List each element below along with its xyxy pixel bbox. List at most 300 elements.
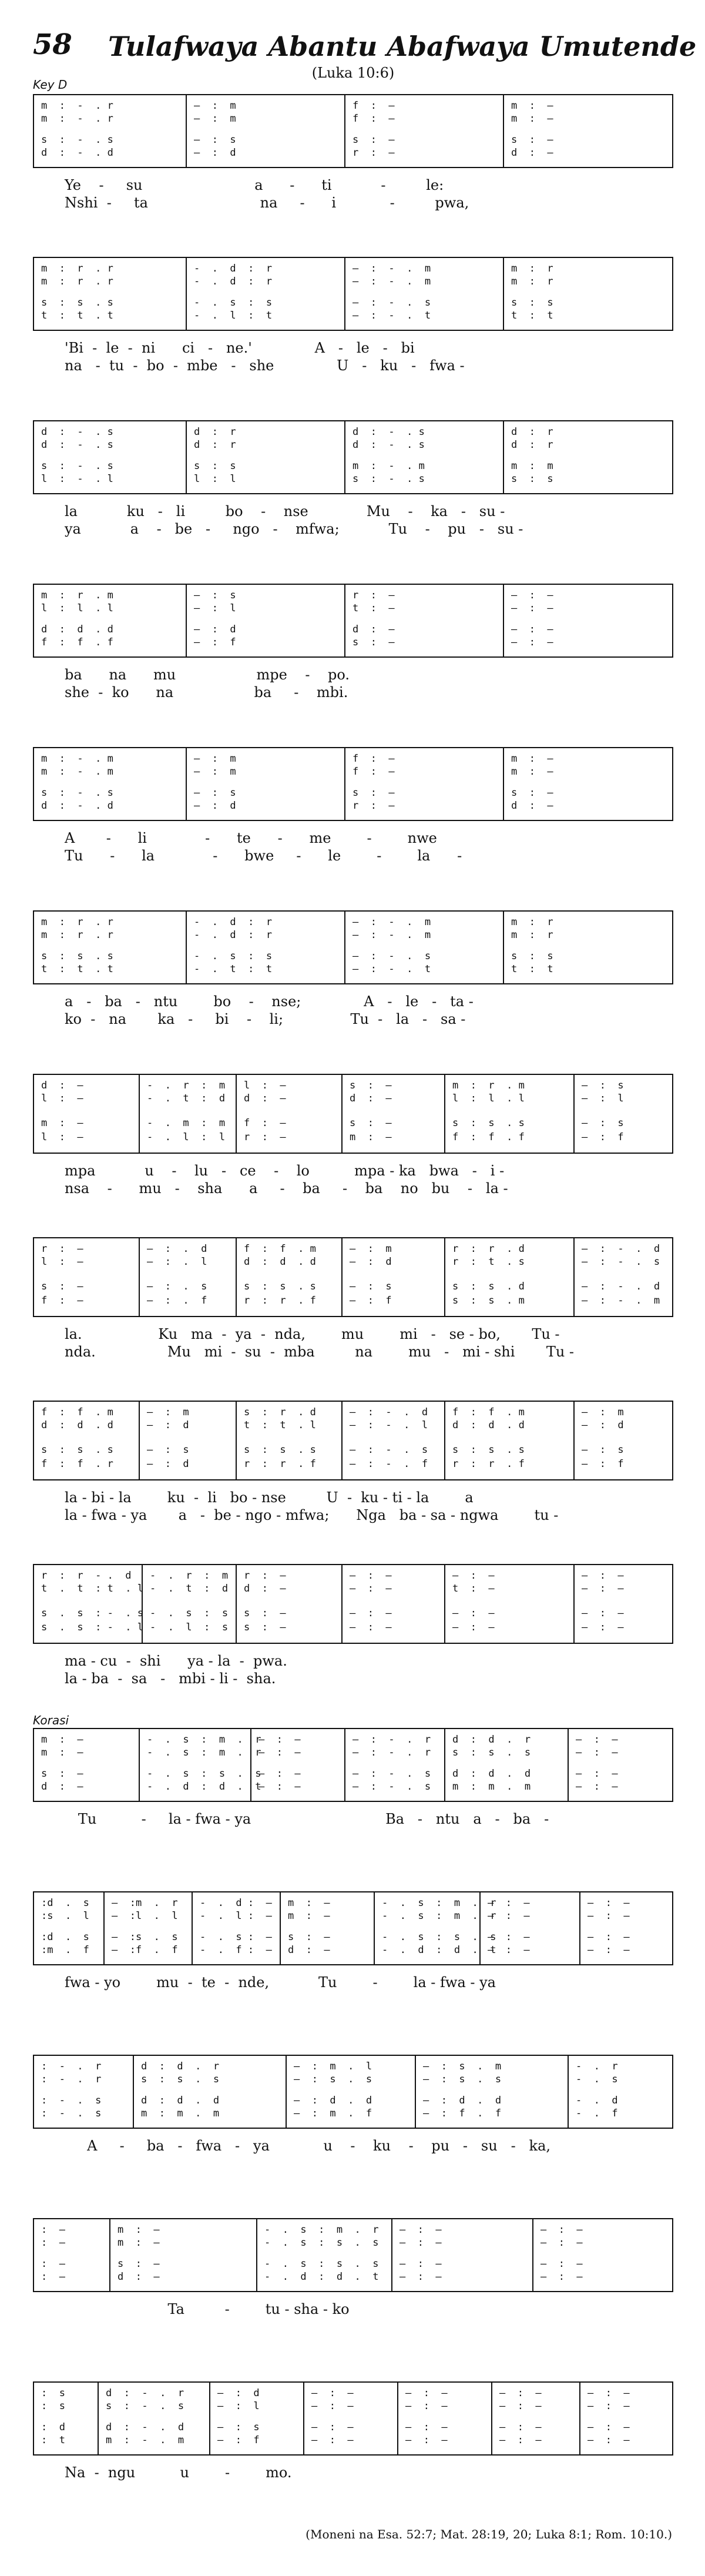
key-signature: Key D <box>33 78 68 92</box>
lyrics-block <box>33 1489 673 1524</box>
solfa-notes: - . s : — <box>200 1931 272 1943</box>
footnote-references: (Moneni na Esa. 52:7; Mat. 28:19, 20; Luka 8:1; Rom. 10:10.) <box>306 2527 672 2541</box>
solfa-notes: — : - . s <box>352 1781 431 1793</box>
solfa-notes: s : — <box>352 787 395 799</box>
solfa-notes: d : — <box>352 624 395 635</box>
solfa-notes: — : — <box>258 1781 301 1793</box>
lyric-line: ya a - be - ngo - mfwa; Tu - pu - su - <box>65 521 523 537</box>
solfa-notes: — : — <box>511 624 553 635</box>
solfa-notes: - . s : m . r <box>147 1734 261 1746</box>
measure <box>187 258 345 330</box>
solfa-notes: s : s . s <box>244 1444 316 1456</box>
measure <box>575 1238 674 1316</box>
hymn-number: 58 <box>33 28 72 61</box>
solfa-notes: — : — <box>350 1607 392 1619</box>
solfa-notes: s . s : - . l <box>41 1622 143 1633</box>
hymn-header <box>33 28 697 87</box>
measure <box>504 258 674 330</box>
measure <box>504 421 674 493</box>
solfa-notes: — : s . m <box>423 2061 502 2072</box>
solfa-notes: — : - . m <box>582 1295 660 1307</box>
solfa-notes: : - . r <box>41 2073 102 2085</box>
measure <box>105 1892 193 1964</box>
solfa-notes: — : l <box>582 1093 624 1104</box>
lyrics-block <box>33 2464 673 2481</box>
chorus-label: Korasi <box>33 1713 69 1727</box>
measure <box>445 1402 575 1479</box>
solfa-notes: m : — <box>41 1734 83 1746</box>
solfa-notes: s : s . d <box>452 1281 525 1292</box>
solfa-notes: — : - . l <box>350 1419 428 1431</box>
solfa-notes: — : — <box>258 1768 301 1780</box>
solfa-notes: r : r . f <box>244 1458 316 1470</box>
hymn-title: Tulafwaya Abantu Abafwaya Umutende <box>108 31 697 62</box>
solfa-notes: - . d : d . t <box>382 1944 496 1956</box>
solfa-notes: — : — <box>499 2421 542 2433</box>
solfa-notes: s : — <box>41 1281 83 1292</box>
lyric-line: Tu - la - fwa - ya Ba - ntu a - ba - <box>65 1811 549 1827</box>
solfa-notes: — : — <box>582 1622 624 1633</box>
solfa-notes: — : m <box>147 1406 189 1418</box>
solfa-notes: — : — <box>576 1734 618 1746</box>
solfa-notes: d : - . d <box>106 2421 184 2433</box>
lyric-line: na - tu - bo - mbe - she U - ku - fwa - <box>65 357 465 374</box>
solfa-notes: — : f <box>217 2434 260 2446</box>
lyrics-block <box>33 176 673 212</box>
solfa-notes: — : d <box>194 800 236 812</box>
solfa-notes: — : — <box>511 589 553 601</box>
solfa-notes: :s . l <box>41 1910 89 1922</box>
solfa-notes: f : — <box>352 753 395 765</box>
solfa-notes: s : — <box>41 1768 83 1780</box>
solfa-notes: d : d . d <box>452 1419 525 1431</box>
solfa-notes: — : — <box>540 2224 583 2236</box>
solfa-notes: - . d : r <box>194 276 273 287</box>
solfa-notes: - . s : m . r <box>147 1747 261 1758</box>
solfa-notes: — : s . s <box>294 2073 372 2085</box>
solfa-notes: s : — <box>350 1080 392 1091</box>
measure <box>34 2383 99 2454</box>
measure <box>34 585 187 656</box>
solfa-notes: m : r . m <box>41 589 113 601</box>
lyric-line: Ye - su a - ti - le: <box>65 177 444 193</box>
measure <box>575 1075 674 1153</box>
solfa-notes: — : . f <box>147 1295 207 1307</box>
solfa-notes: t : — <box>452 1583 495 1594</box>
solfa-notes: d : r <box>194 439 236 451</box>
measure <box>34 1402 140 1479</box>
solfa-notes: s : s . s <box>452 1444 525 1456</box>
solfa-notes: — : — <box>588 1931 630 1943</box>
solfa-notes: — : f . f <box>423 2108 502 2119</box>
measure <box>237 1238 343 1316</box>
solfa-notes: — :m . r <box>112 1897 178 1909</box>
solfa-notes: - . l : — <box>200 1910 272 1922</box>
solfa-notes: — :l . l <box>112 1910 178 1922</box>
measure <box>504 748 674 820</box>
solfa-notes: t . t : t . l <box>41 1583 143 1594</box>
measure <box>281 1892 375 1964</box>
lyric-line: la - bi - la ku - li bo - nse U - ku - ti - la a <box>65 1489 474 1506</box>
solfa-notes: d : — <box>244 1093 286 1104</box>
measure <box>187 748 345 820</box>
solfa-staff <box>33 1237 673 1317</box>
solfa-notes: m : — <box>511 113 553 125</box>
solfa-notes: m : — <box>288 1897 330 1909</box>
solfa-notes: r : t . s <box>452 1256 525 1268</box>
solfa-notes: : - . r <box>41 2061 102 2072</box>
solfa-notes: — : — <box>588 2400 630 2412</box>
measure <box>445 1238 575 1316</box>
lyric-line: nsa - mu - sha a - ba - ba no bu - la - <box>65 1180 508 1197</box>
solfa-notes: — : - . s <box>352 297 431 309</box>
solfa-notes: s : — <box>244 1607 286 1619</box>
solfa-notes: : s <box>41 2400 65 2412</box>
measure <box>504 95 674 167</box>
solfa-notes: — : - . t <box>352 310 431 321</box>
solfa-notes: — : m <box>194 100 236 112</box>
solfa-notes: s : s . s <box>141 2073 220 2085</box>
solfa-notes: — : . s <box>147 1281 207 1292</box>
solfa-notes: m : r . r <box>41 263 113 274</box>
solfa-notes: m : m . m <box>141 2108 220 2119</box>
solfa-notes: d : - . s <box>352 426 425 438</box>
solfa-notes: - . t : t <box>194 963 273 975</box>
lyrics-block <box>33 1162 673 1197</box>
solfa-notes: — : — <box>350 1570 392 1582</box>
solfa-notes: s . s : - . s <box>41 1607 143 1619</box>
measure <box>492 2383 580 2454</box>
lyric-line: la - ba - sa - mbi - li - sha. <box>65 1670 276 1687</box>
solfa-notes: — : — <box>350 1583 392 1594</box>
solfa-notes: s : s . m <box>452 1295 525 1307</box>
solfa-notes: — : - . f <box>350 1458 428 1470</box>
solfa-notes: r : — <box>244 1570 286 1582</box>
solfa-notes: — : — <box>405 2400 448 2412</box>
solfa-notes: l : — <box>41 1131 83 1143</box>
measure <box>34 1729 140 1801</box>
solfa-notes: — : — <box>452 1622 495 1633</box>
measure <box>99 2383 210 2454</box>
solfa-notes: m : m . m <box>452 1781 531 1793</box>
measure <box>34 1075 140 1153</box>
measure <box>345 1729 445 1801</box>
solfa-notes: — : s <box>194 787 236 799</box>
solfa-notes: m : — <box>511 766 553 778</box>
solfa-notes: s : - . s <box>41 460 113 472</box>
measure <box>375 1892 496 1964</box>
solfa-notes: s : s . s <box>41 297 113 309</box>
solfa-notes: s : r . d <box>244 1406 316 1418</box>
measure <box>569 1729 674 1801</box>
solfa-notes: f : — <box>352 766 395 778</box>
measure <box>287 2056 416 2128</box>
solfa-notes: d : — <box>511 147 553 159</box>
measure <box>416 2056 569 2128</box>
solfa-notes: m : — <box>511 753 553 765</box>
solfa-notes: t : t . t <box>41 963 113 975</box>
solfa-notes: r : — <box>244 1131 286 1143</box>
solfa-notes: d : - . s <box>352 439 425 451</box>
solfa-notes: — : - . s <box>352 1768 431 1780</box>
solfa-notes: s : - . s <box>352 473 425 485</box>
solfa-notes: m : r . r <box>41 916 113 928</box>
solfa-notes: — : d <box>147 1419 189 1431</box>
solfa-notes: - . d : d . t <box>147 1781 261 1793</box>
solfa-notes: - . s : s <box>194 297 273 309</box>
lyric-line: ba na mu mpe - po. <box>65 666 350 683</box>
solfa-notes: s : s . s <box>452 1747 531 1758</box>
measure <box>34 2056 134 2128</box>
solfa-staff <box>33 910 673 984</box>
solfa-notes: — : - . r <box>352 1734 431 1746</box>
solfa-notes: — : — <box>488 1897 530 1909</box>
solfa-notes: d : — <box>511 800 553 812</box>
lyrics-block <box>33 339 673 374</box>
measure <box>34 421 187 493</box>
solfa-notes: — : . l <box>147 1256 207 1268</box>
measure <box>481 1892 580 1964</box>
solfa-notes: — : - . d <box>350 1406 428 1418</box>
measure <box>575 1402 674 1479</box>
lyrics-block <box>33 993 673 1028</box>
solfa-notes: — : d <box>217 2387 260 2399</box>
solfa-notes: — : - . m <box>352 929 431 941</box>
solfa-notes: s : - . s <box>41 134 113 146</box>
solfa-notes: d : - . r <box>106 2387 184 2399</box>
solfa-notes: — : — <box>311 2421 354 2433</box>
solfa-staff <box>33 1891 673 1965</box>
solfa-notes: s : s <box>511 950 553 962</box>
solfa-notes: — : - . s <box>350 1444 428 1456</box>
solfa-notes: d : r <box>511 426 553 438</box>
solfa-notes: t : t <box>511 310 553 321</box>
solfa-notes: l : — <box>244 1080 286 1091</box>
solfa-notes: f : — <box>41 1295 83 1307</box>
measure <box>345 95 504 167</box>
lyric-line: ko - na ka - bi - li; Tu - la - sa - <box>65 1011 466 1027</box>
measure <box>187 912 345 983</box>
solfa-notes: l : - . l <box>41 473 113 485</box>
solfa-notes: — : — <box>488 1910 530 1922</box>
solfa-notes: — : d . d <box>294 2095 372 2106</box>
solfa-notes: — : . d <box>147 1243 207 1255</box>
solfa-notes: — : s <box>582 1117 624 1129</box>
solfa-notes: f : — <box>352 113 395 125</box>
solfa-notes: — : — <box>452 1607 495 1619</box>
lyric-line: la. Ku ma - ya - nda, mu mi - se - bo, Tu - <box>65 1326 560 1342</box>
solfa-notes: - . s : s <box>150 1607 229 1619</box>
solfa-notes: — : s <box>217 2421 260 2433</box>
solfa-notes: s : — <box>352 637 395 648</box>
solfa-notes: f : f . m <box>244 1243 316 1255</box>
solfa-notes: — : s <box>350 1281 392 1292</box>
solfa-notes: m : — <box>41 1117 83 1129</box>
solfa-notes: — : — <box>405 2387 448 2399</box>
solfa-notes: m : - . m <box>352 460 425 472</box>
solfa-notes: d : d . r <box>141 2061 220 2072</box>
solfa-notes: — : — <box>258 1747 301 1758</box>
solfa-notes: : — <box>41 2258 65 2270</box>
solfa-notes: — : — <box>452 1570 495 1582</box>
solfa-notes: d : — <box>118 2271 160 2283</box>
solfa-notes: — : — <box>400 2271 442 2283</box>
solfa-notes: d : d . d <box>41 624 113 635</box>
solfa-notes: m : - . m <box>41 753 113 765</box>
solfa-staff <box>33 94 673 168</box>
solfa-notes: r : r . f <box>244 1295 316 1307</box>
solfa-notes: — : s <box>194 134 236 146</box>
solfa-notes: — : - . t <box>352 963 431 975</box>
solfa-notes: - . r <box>576 2061 618 2072</box>
measure <box>187 95 345 167</box>
solfa-notes: — : — <box>400 2258 442 2270</box>
solfa-notes: — : — <box>511 602 553 614</box>
solfa-staff <box>33 1564 673 1644</box>
solfa-notes: r : — <box>352 589 395 601</box>
measure <box>445 1565 575 1643</box>
solfa-notes: m : - . m <box>106 2434 184 2446</box>
solfa-notes: — : — <box>311 2434 354 2446</box>
solfa-notes: — : — <box>588 1910 630 1922</box>
solfa-notes: - . d : — <box>200 1897 272 1909</box>
solfa-notes: — : m <box>582 1406 624 1418</box>
solfa-notes: l : l . l <box>452 1093 525 1104</box>
solfa-staff <box>33 2055 673 2129</box>
measure <box>345 748 504 820</box>
measure <box>237 1565 343 1643</box>
solfa-notes: m : — <box>118 2237 160 2249</box>
solfa-staff <box>33 1074 673 1154</box>
solfa-notes: — : — <box>258 1734 301 1746</box>
solfa-notes: m : r . r <box>41 276 113 287</box>
measure <box>34 2219 110 2291</box>
solfa-notes: f : — <box>244 1117 286 1129</box>
measure <box>445 1729 569 1801</box>
solfa-notes: — : d <box>194 624 236 635</box>
solfa-notes: s : — <box>511 134 553 146</box>
lyrics-block <box>33 829 673 865</box>
measure <box>345 258 504 330</box>
solfa-notes: d : - . s <box>41 426 113 438</box>
solfa-notes: m : — <box>41 1747 83 1758</box>
solfa-notes: — : m . l <box>294 2061 372 2072</box>
measure <box>251 1729 345 1801</box>
solfa-notes: - . d : r <box>194 263 273 274</box>
solfa-notes: d : d . d <box>41 1419 113 1431</box>
solfa-notes: — : m . f <box>294 2108 372 2119</box>
lyric-line: Ta - tu - sha - ko <box>65 2301 350 2317</box>
solfa-notes: s : s <box>511 297 553 309</box>
solfa-notes: — : f <box>582 1131 624 1143</box>
solfa-notes: r : r . d <box>452 1243 525 1255</box>
solfa-notes: s : s <box>194 460 236 472</box>
lyrics-block <box>33 1652 673 1687</box>
solfa-notes: — : m <box>194 766 236 778</box>
solfa-notes: — :f . f <box>112 1944 178 1956</box>
solfa-notes: m : r <box>511 916 553 928</box>
solfa-notes: - . f <box>576 2108 618 2119</box>
lyric-line: 'Bi - le - ni ci - ne.' A - le - bi <box>65 340 415 356</box>
solfa-notes: m : r <box>511 263 553 274</box>
solfa-notes: — : — <box>488 1931 530 1943</box>
solfa-notes: - . s <box>576 2073 618 2085</box>
lyric-line: Na - ngu u - mo. <box>65 2464 292 2481</box>
solfa-notes: — : — <box>588 2421 630 2433</box>
solfa-notes: s : s . s <box>41 1444 113 1456</box>
solfa-notes: - . s : m . r <box>264 2224 379 2236</box>
measure <box>110 2219 257 2291</box>
solfa-notes: — : f <box>350 1295 392 1307</box>
solfa-notes: — : d . d <box>423 2095 502 2106</box>
solfa-notes: l : — <box>41 1256 83 1268</box>
solfa-notes: m : r <box>511 929 553 941</box>
measure <box>569 2056 674 2128</box>
measure <box>143 1565 237 1643</box>
lyric-line: Nshi - ta na - i - pwa, <box>65 195 469 211</box>
solfa-notes: — : m <box>194 113 236 125</box>
solfa-notes: s : — <box>244 1622 286 1633</box>
solfa-notes: — : — <box>576 1747 618 1758</box>
measure <box>445 1075 575 1153</box>
solfa-notes: d : - . d <box>41 147 113 159</box>
solfa-notes: t : t . t <box>41 310 113 321</box>
solfa-notes: r : — <box>41 1243 83 1255</box>
solfa-notes: : — <box>41 2237 65 2249</box>
solfa-notes: d : r <box>511 439 553 451</box>
measure <box>134 2056 287 2128</box>
solfa-staff <box>33 2218 673 2292</box>
solfa-staff <box>33 747 673 821</box>
solfa-notes: - . f : — <box>200 1944 272 1956</box>
lyric-line: Tu - la - bwe - le - la - <box>65 847 462 864</box>
solfa-notes: - . m : m <box>147 1117 226 1129</box>
solfa-notes: - . t : d <box>147 1093 226 1104</box>
solfa-notes: - . s : s . s <box>264 2258 379 2270</box>
solfa-notes: — : — <box>511 637 553 648</box>
solfa-notes: — : — <box>588 1897 630 1909</box>
lyric-line: ma - cu - shi ya - la - pwa. <box>65 1653 287 1669</box>
solfa-notes: m : r <box>511 276 553 287</box>
solfa-staff <box>33 2381 673 2456</box>
solfa-notes: — : - . r <box>352 1747 431 1758</box>
measure <box>345 421 504 493</box>
solfa-notes: s : s . s <box>41 950 113 962</box>
solfa-notes: s : s . s <box>244 1281 316 1292</box>
solfa-notes: — : — <box>350 1622 392 1633</box>
solfa-notes: : s <box>41 2387 65 2399</box>
solfa-notes: — : s <box>194 589 236 601</box>
lyric-line: A - li - te - me - nwe <box>65 830 437 846</box>
lyrics-block <box>33 1974 673 1991</box>
solfa-notes: — : — <box>576 1768 618 1780</box>
measure <box>140 1402 237 1479</box>
solfa-notes: s : - . s <box>41 787 113 799</box>
solfa-notes: s : — <box>352 134 395 146</box>
solfa-notes: d : d . d <box>141 2095 220 2106</box>
measure <box>34 1892 105 1964</box>
solfa-notes: — : d <box>194 147 236 159</box>
solfa-notes: r : — <box>352 800 395 812</box>
solfa-staff <box>33 584 673 658</box>
solfa-notes: f : f . f <box>41 637 113 648</box>
solfa-notes: — : - . d <box>582 1281 660 1292</box>
solfa-notes: — : — <box>499 2400 542 2412</box>
solfa-notes: — : s <box>147 1444 189 1456</box>
measure <box>193 1892 281 1964</box>
solfa-notes: — : — <box>588 2434 630 2446</box>
solfa-notes: - . d : r <box>194 929 273 941</box>
